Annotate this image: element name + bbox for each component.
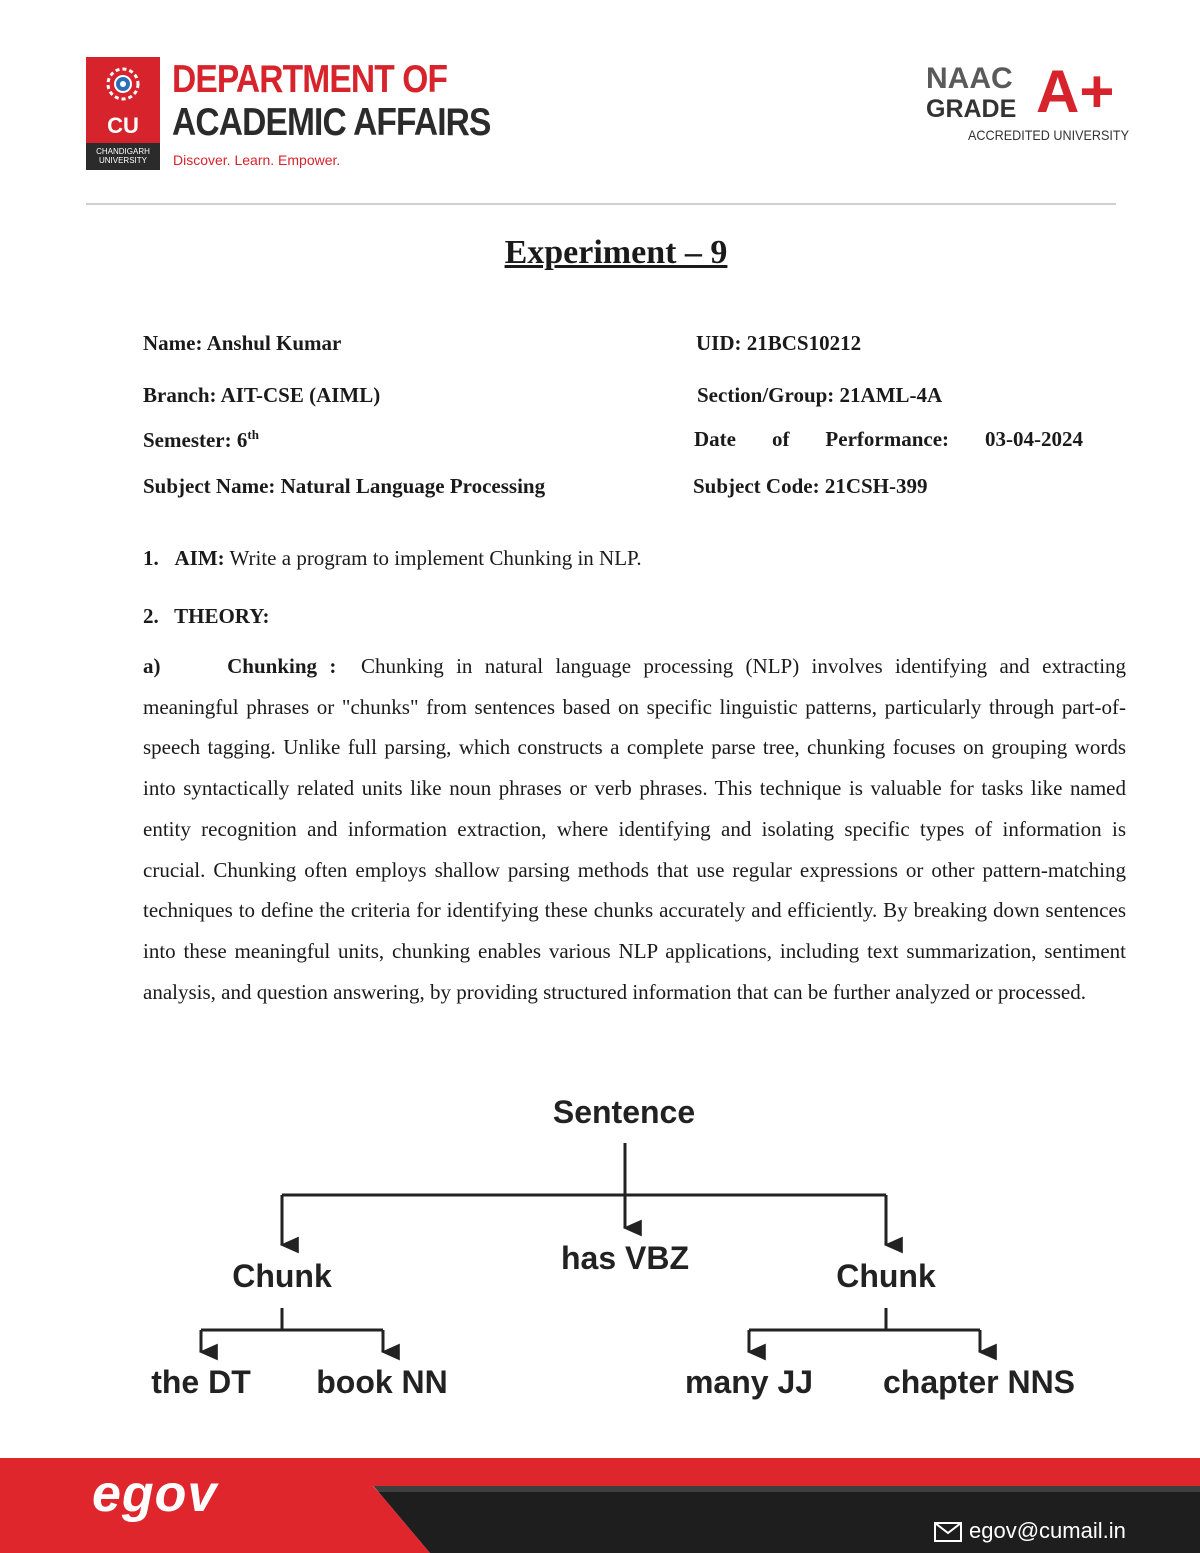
tree-leaf: many JJ [684, 1364, 814, 1400]
tree-right-chunk: Chunk [836, 1258, 936, 1294]
theory-term: Chunking : [227, 654, 337, 678]
aim-number: 1. [143, 546, 159, 570]
date-of-performance: Date of Performance: 03-04-2024 [694, 427, 1083, 451]
theory-heading: 2. THEORY: [143, 604, 270, 628]
page-header [0, 0, 1200, 205]
tree-leaf: the DT [151, 1364, 251, 1400]
tree-leaf: book NN [316, 1364, 448, 1400]
header-divider [86, 203, 1116, 205]
mail-icon [934, 1522, 962, 1542]
theory-paragraph [143, 646, 1126, 1012]
semester: Semester: 6th [143, 427, 259, 452]
egov-logo: egov [92, 1465, 218, 1523]
tree-leaf: chapter NNS [882, 1364, 1076, 1400]
dept-line1: DEPARTMENT OF [172, 58, 448, 101]
naac-label: NAAC [926, 62, 1013, 95]
subject-name: Subject Name: Natural Language Processing [143, 474, 546, 498]
logo-subtext: CHANDIGARH UNIVERSITY [96, 147, 150, 165]
aim-label: AIM: [174, 546, 225, 570]
section-group: Section/Group: 21AML-4A [697, 383, 943, 407]
aim-section [143, 546, 642, 571]
page-title: Experiment – 9 [504, 234, 728, 271]
chunk-tree-diagram [0, 1080, 1200, 1420]
tagline: Discover. Learn. Empower. [173, 152, 341, 168]
aim-text: Write a program to implement Chunking in NLP. [229, 546, 642, 570]
theory-item-label: a) [143, 654, 161, 678]
subject-code: Subject Code: 21CSH-399 [693, 474, 928, 498]
student-uid: UID: 21BCS10212 [696, 331, 862, 355]
tree-left-chunk: Chunk [232, 1258, 332, 1294]
branch: Branch: AIT-CSE (AIML) [143, 383, 381, 407]
tree-root: Sentence [552, 1094, 696, 1130]
grade-label: GRADE [926, 95, 1017, 123]
tree-middle-node: has VBZ [560, 1240, 690, 1276]
footer-email: egov@cumail.in [969, 1518, 1126, 1543]
dept-line2: ACADEMIC AFFAIRS [172, 101, 491, 144]
cu-logo [86, 57, 160, 170]
logo-text: CU [107, 113, 139, 138]
grade-value: A+ [1036, 58, 1115, 125]
page-footer [0, 1458, 1200, 1553]
semester-suffix: th [247, 427, 259, 442]
emblem-icon [102, 63, 144, 105]
theory-body: Chunking in natural language processing (NLP) involves identifying and extracting meaningful phrases or "chunks" from sentences based on specific linguistic patterns, particularly through part-of-speech tagging. Unlike full parsing, which constructs a complete parse tree, chunking focuses on grouping words into syntactically related units like noun phrases or verb phrases. This technique is valuable for tasks like named entity recognition and information extraction, where identifying and isolating specific types of information is crucial. Chunking often employs shallow parsing methods that use regular expressions or other pattern-matching techniques to define the criteria for identifying these chunks accurately and efficiently. By breaking down sentences into these meaningful units, chunking enables various NLP applications, including text summarization, sentiment analysis, and question answering, by providing structured information that can be further analyzed or processed. [143, 654, 1127, 1004]
student-name: Name: Anshul Kumar [143, 331, 342, 355]
accredited-label: ACCREDITED UNIVERSITY [968, 127, 1130, 143]
